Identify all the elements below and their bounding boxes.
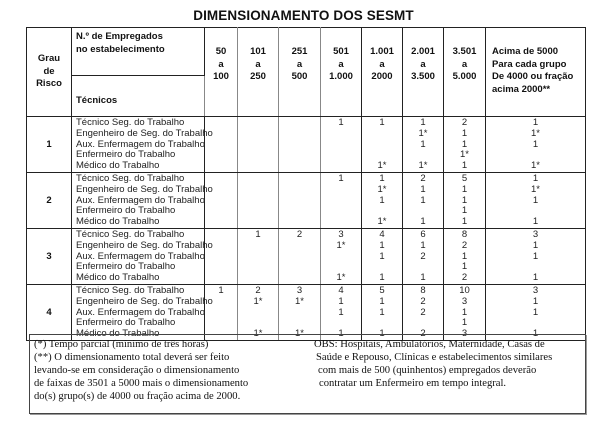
value-cell (486, 173, 586, 229)
staff-count (238, 252, 278, 263)
header-grau-de-risco (27, 28, 72, 117)
staff-count: 1 (420, 239, 426, 251)
staff-count: 3 (532, 285, 539, 296)
header-range-line: 3.501 (452, 46, 477, 57)
staff-count: 1* (531, 183, 540, 195)
value-cell (403, 285, 444, 341)
staff-count: 1 (379, 117, 385, 128)
staff-count: 1* (418, 160, 428, 172)
value-cell (362, 229, 403, 285)
staff-count (321, 129, 361, 140)
value-cell (279, 173, 321, 229)
header-tecnicos: Técnicos (72, 76, 205, 117)
staff-count: 1 (532, 250, 539, 262)
staff-count (205, 308, 237, 319)
header-acima-line: Para cada grupo (492, 58, 567, 70)
value-cell (486, 117, 586, 173)
grau-de-risco-cell: 3 (27, 229, 72, 285)
staff-count: 2 (420, 328, 426, 340)
staff-count: 1* (253, 328, 263, 340)
value-cell (362, 173, 403, 229)
staff-count (205, 150, 237, 161)
staff-count: 1* (377, 216, 387, 228)
staff-count: 1 (420, 272, 426, 284)
staff-count: 5 (461, 173, 468, 184)
header-range-line: 3.500 (411, 71, 435, 82)
role-label: Aux. Enfermagem do Trabalho (76, 306, 205, 318)
role-label: Engenheiro de Seg. do Trabalho (76, 239, 213, 251)
staff-count (205, 206, 237, 217)
staff-count: 1* (253, 295, 263, 307)
staff-count: 1 (461, 205, 468, 217)
header-empregados-line: no estabelecimento (76, 43, 165, 55)
staff-count (238, 241, 278, 252)
staff-count (362, 140, 402, 151)
staff-count (279, 241, 320, 252)
header-acima-line: De 4000 ou fração (492, 71, 574, 82)
value-cell (238, 173, 279, 229)
role-label: Médico do Trabalho (76, 328, 160, 340)
staff-count: 1 (461, 261, 468, 273)
header-range-1001-2000 (362, 28, 403, 117)
header-range-line: 1.001 (370, 46, 394, 57)
value-cell (444, 117, 486, 173)
staff-count: 1 (379, 250, 385, 262)
staff-count (279, 308, 320, 319)
value-cell (321, 173, 362, 229)
role-label: Enfermeiro do Trabalho (76, 261, 176, 273)
staff-count (279, 185, 320, 196)
value-cell (486, 229, 586, 285)
sesmt-table (26, 27, 586, 341)
header-range-501-1000 (321, 28, 362, 117)
header-range-251-500 (279, 28, 321, 117)
staff-count (238, 118, 278, 129)
staff-count: 1 (379, 173, 385, 184)
staff-count: 1 (379, 306, 385, 318)
value-cell (403, 117, 444, 173)
role-label: Médico do Trabalho (76, 160, 160, 172)
header-range-line: 100 (213, 71, 229, 82)
staff-count: 1 (461, 306, 468, 318)
footnote-line: (**) O dimensionamento total deverá ser feito (34, 352, 230, 363)
staff-count: 2 (255, 285, 261, 296)
staff-count: 1 (338, 117, 344, 128)
header-range-line: 500 (291, 71, 308, 82)
value-cell (403, 173, 444, 229)
obs-note (314, 338, 579, 390)
staff-count: 1 (461, 317, 468, 329)
header-range-line: 5.000 (452, 71, 477, 82)
staff-count (321, 252, 361, 263)
staff-count: 1 (461, 127, 468, 139)
staff-count (279, 273, 320, 284)
staff-count: 4 (338, 285, 344, 296)
staff-count: 1 (532, 306, 539, 318)
staff-count: 6 (420, 229, 426, 240)
staff-count (321, 161, 361, 172)
header-grau-line: Risco (36, 78, 62, 90)
staff-count: 1 (255, 229, 261, 240)
document-title: DIMENSIONAMENTO DOS SESMT (193, 8, 414, 23)
staff-count: 1 (532, 328, 539, 340)
staff-count: 2 (461, 239, 468, 251)
staff-count (279, 252, 320, 263)
role-label: Enfermeiro do Trabalho (76, 205, 176, 217)
staff-count: 1 (532, 295, 539, 307)
value-cell (238, 285, 279, 341)
roles-cell (72, 229, 213, 285)
value-cell (362, 117, 403, 173)
staff-count (238, 273, 278, 284)
staff-count (279, 196, 320, 207)
header-range-2001-3500 (403, 28, 444, 117)
staff-count: 2 (420, 295, 426, 307)
staff-count: 1 (532, 272, 539, 284)
staff-count (205, 140, 237, 151)
role-label: Médico do Trabalho (76, 272, 160, 284)
staff-count: 1 (532, 239, 539, 251)
staff-count: 1 (461, 183, 468, 195)
staff-count: 1 (461, 194, 468, 206)
value-cell (444, 285, 486, 341)
staff-count: 2 (420, 173, 426, 184)
staff-count (279, 217, 320, 228)
staff-count: 1 (420, 117, 426, 128)
staff-count (238, 185, 278, 196)
table-row-grau-1 (27, 117, 586, 173)
staff-count (321, 185, 361, 196)
obs-line: com mais de 500 (quinhentos) empregados deverão (318, 365, 537, 376)
staff-count: 3 (532, 229, 539, 240)
footnote-line: de faixas de 3501 a 5000 mais o dimensionamento (34, 378, 249, 389)
header-range-line: 250 (250, 71, 266, 82)
header-range-line: 1.000 (329, 71, 353, 82)
staff-count: 2 (461, 272, 468, 284)
role-label: Engenheiro de Seg. do Trabalho (76, 295, 213, 307)
staff-count: 1* (295, 328, 304, 340)
header-range-line: 2.001 (411, 46, 435, 57)
value-cell (321, 285, 362, 341)
staff-count: 1 (338, 295, 344, 307)
staff-count (205, 262, 237, 273)
staff-count (321, 196, 361, 207)
header-acima-line: Acima de 5000 (492, 46, 559, 57)
staff-count: 1 (379, 328, 385, 340)
staff-count (238, 308, 278, 319)
header-range-line: a (255, 58, 261, 70)
role-label: Aux. Enfermagem do Trabalho (76, 250, 205, 262)
obs-line: OBS: Hospitais, Ambulatórios, Maternidade, Casas de (314, 339, 545, 350)
header-range-101-250 (238, 28, 279, 117)
value-cell (205, 117, 238, 173)
staff-count: 2 (296, 229, 303, 240)
value-cell (279, 117, 321, 173)
header-range-3501-5000 (444, 28, 486, 117)
staff-count: 1 (532, 216, 539, 228)
staff-count (238, 174, 278, 185)
notes-box (29, 334, 586, 414)
staff-count: 2 (420, 306, 426, 318)
role-label: Técnico Seg. do Trabalho (76, 285, 185, 296)
value-cell (403, 229, 444, 285)
footnote-line: levando-se em consideração o dimensionamento (34, 365, 240, 376)
obs-line: contratar um Enfermeiro em tempo integral. (319, 378, 507, 389)
value-cell (238, 117, 279, 173)
staff-count: 1 (379, 272, 385, 284)
header-range-line: a (296, 58, 303, 70)
staff-count (238, 217, 278, 228)
header-range-50-100 (205, 28, 238, 117)
staff-count: 1 (338, 328, 344, 340)
header-range-line: 501 (333, 46, 349, 57)
staff-count: 2 (420, 250, 426, 262)
role-label: Aux. Enfermagem do Trabalho (76, 138, 205, 150)
staff-count: 1 (420, 183, 426, 195)
header-row (27, 28, 586, 76)
header-grau-line: Grau (37, 53, 61, 65)
staff-count: 1* (531, 160, 540, 172)
header-range-line: a (461, 58, 468, 70)
header-range-line: a (420, 58, 426, 70)
value-cell (321, 117, 362, 173)
footnote-line: (*) Tempo parcial (mínimo de três horas) (34, 339, 209, 350)
staff-count (238, 161, 278, 172)
staff-count: 10 (459, 285, 470, 296)
staff-count: 1 (379, 194, 385, 206)
role-label: Enfermeiro do Trabalho (76, 149, 176, 161)
staff-count (238, 129, 278, 140)
staff-count (279, 206, 320, 217)
staff-count: 1 (218, 285, 224, 296)
staff-count: 3 (338, 229, 344, 240)
staff-count (205, 273, 237, 284)
staff-count: 3 (461, 328, 468, 340)
staff-count: 1 (420, 194, 426, 206)
value-cell (444, 173, 486, 229)
staff-count (279, 174, 320, 185)
value-cell (486, 285, 586, 341)
header-range-line: a (218, 58, 224, 70)
staff-count (321, 150, 361, 161)
staff-count: 3 (296, 285, 303, 296)
staff-count: 1 (532, 173, 539, 184)
staff-count: 1 (461, 250, 468, 262)
value-cell (279, 229, 321, 285)
staff-count: 5 (379, 285, 385, 296)
staff-count: 2 (461, 117, 468, 128)
staff-count (321, 140, 361, 151)
staff-count: 1 (532, 117, 539, 128)
header-grau-line: de (43, 65, 55, 77)
footnotes (34, 338, 314, 403)
table-row-grau-4 (27, 285, 586, 341)
staff-count (238, 206, 278, 217)
roles-cell (72, 173, 213, 229)
staff-count (205, 161, 237, 172)
staff-count: 1 (379, 239, 385, 251)
roles-cell (72, 117, 213, 173)
staff-count: 1 (338, 306, 344, 318)
staff-count: 1* (336, 272, 346, 284)
staff-count (321, 206, 361, 217)
staff-count (205, 318, 237, 329)
value-cell (238, 229, 279, 285)
staff-count: 1* (377, 160, 387, 172)
grau-de-risco-cell: 2 (27, 173, 72, 229)
table-row-grau-2 (27, 173, 586, 229)
role-label: Técnico Seg. do Trabalho (76, 117, 185, 128)
staff-count (321, 217, 361, 228)
staff-count (205, 252, 237, 263)
value-cell (205, 173, 238, 229)
staff-count: 1 (461, 216, 468, 228)
staff-count (279, 118, 320, 129)
staff-count: 1 (420, 216, 426, 228)
staff-count: 3 (461, 295, 468, 307)
staff-count (362, 129, 402, 140)
staff-count (279, 140, 320, 151)
staff-count (279, 262, 320, 273)
value-cell (321, 229, 362, 285)
obs-line: Saúde e Repouso, Clínicas e estabelecimentos similares (316, 352, 553, 363)
role-label: Técnico Seg. do Trabalho (76, 173, 185, 184)
role-label: Aux. Enfermagem do Trabalho (76, 194, 205, 206)
staff-count (238, 262, 278, 273)
staff-count (205, 196, 237, 207)
staff-count: 1 (338, 173, 344, 184)
header-range-line: a (338, 58, 344, 70)
role-label: Técnico Seg. do Trabalho (76, 229, 185, 240)
staff-count: 1 (461, 160, 468, 172)
staff-count: 1* (531, 127, 540, 139)
staff-count: 1 (461, 138, 468, 150)
role-label: Engenheiro de Seg. do Trabalho (76, 127, 213, 139)
header-range-line: 251 (291, 46, 308, 57)
role-label: Médico do Trabalho (76, 216, 160, 228)
staff-count: 1* (377, 183, 387, 195)
grau-de-risco-cell: 4 (27, 285, 72, 341)
value-cell (205, 285, 238, 341)
header-range-line: 50 (215, 46, 227, 57)
staff-count (238, 140, 278, 151)
header-num-empregados (72, 28, 205, 76)
footnote-line: do(s) grupo(s) de 4000 ou fração acima de 2000. (34, 391, 241, 402)
role-label: Engenheiro de Seg. do Trabalho (76, 183, 213, 195)
staff-count: 1* (295, 295, 304, 307)
staff-count: 8 (420, 285, 426, 296)
staff-count: 1* (418, 127, 428, 139)
table-row-grau-3 (27, 229, 586, 285)
header-range-line: 101 (250, 46, 266, 57)
header-empregados-line: N.º de Empregados (76, 31, 163, 42)
value-cell (205, 229, 238, 285)
table-body (27, 117, 586, 341)
staff-count: 1 (532, 138, 539, 150)
value-cell (444, 229, 486, 285)
staff-count (238, 196, 278, 207)
staff-count (238, 150, 278, 161)
value-cell (362, 285, 403, 341)
header-acima-line: acima 2000** (492, 83, 551, 95)
grau-de-risco-cell: 1 (27, 117, 72, 173)
value-cell (279, 285, 321, 341)
staff-count (279, 161, 320, 172)
staff-count (205, 217, 237, 228)
role-label: Enfermeiro do Trabalho (76, 317, 176, 329)
staff-count: 1 (532, 194, 539, 206)
staff-count (279, 150, 320, 161)
staff-count: 1* (336, 239, 346, 251)
staff-count: 8 (461, 229, 468, 240)
header-range-line: 2000 (371, 71, 393, 82)
header-acima-5000 (486, 28, 586, 117)
staff-count: 1 (379, 295, 385, 307)
header-range-line: a (379, 58, 385, 70)
staff-count (279, 129, 320, 140)
staff-count: 1 (420, 138, 426, 150)
roles-cell (72, 285, 213, 341)
staff-count: 1* (460, 149, 469, 161)
staff-count: 4 (379, 229, 385, 240)
